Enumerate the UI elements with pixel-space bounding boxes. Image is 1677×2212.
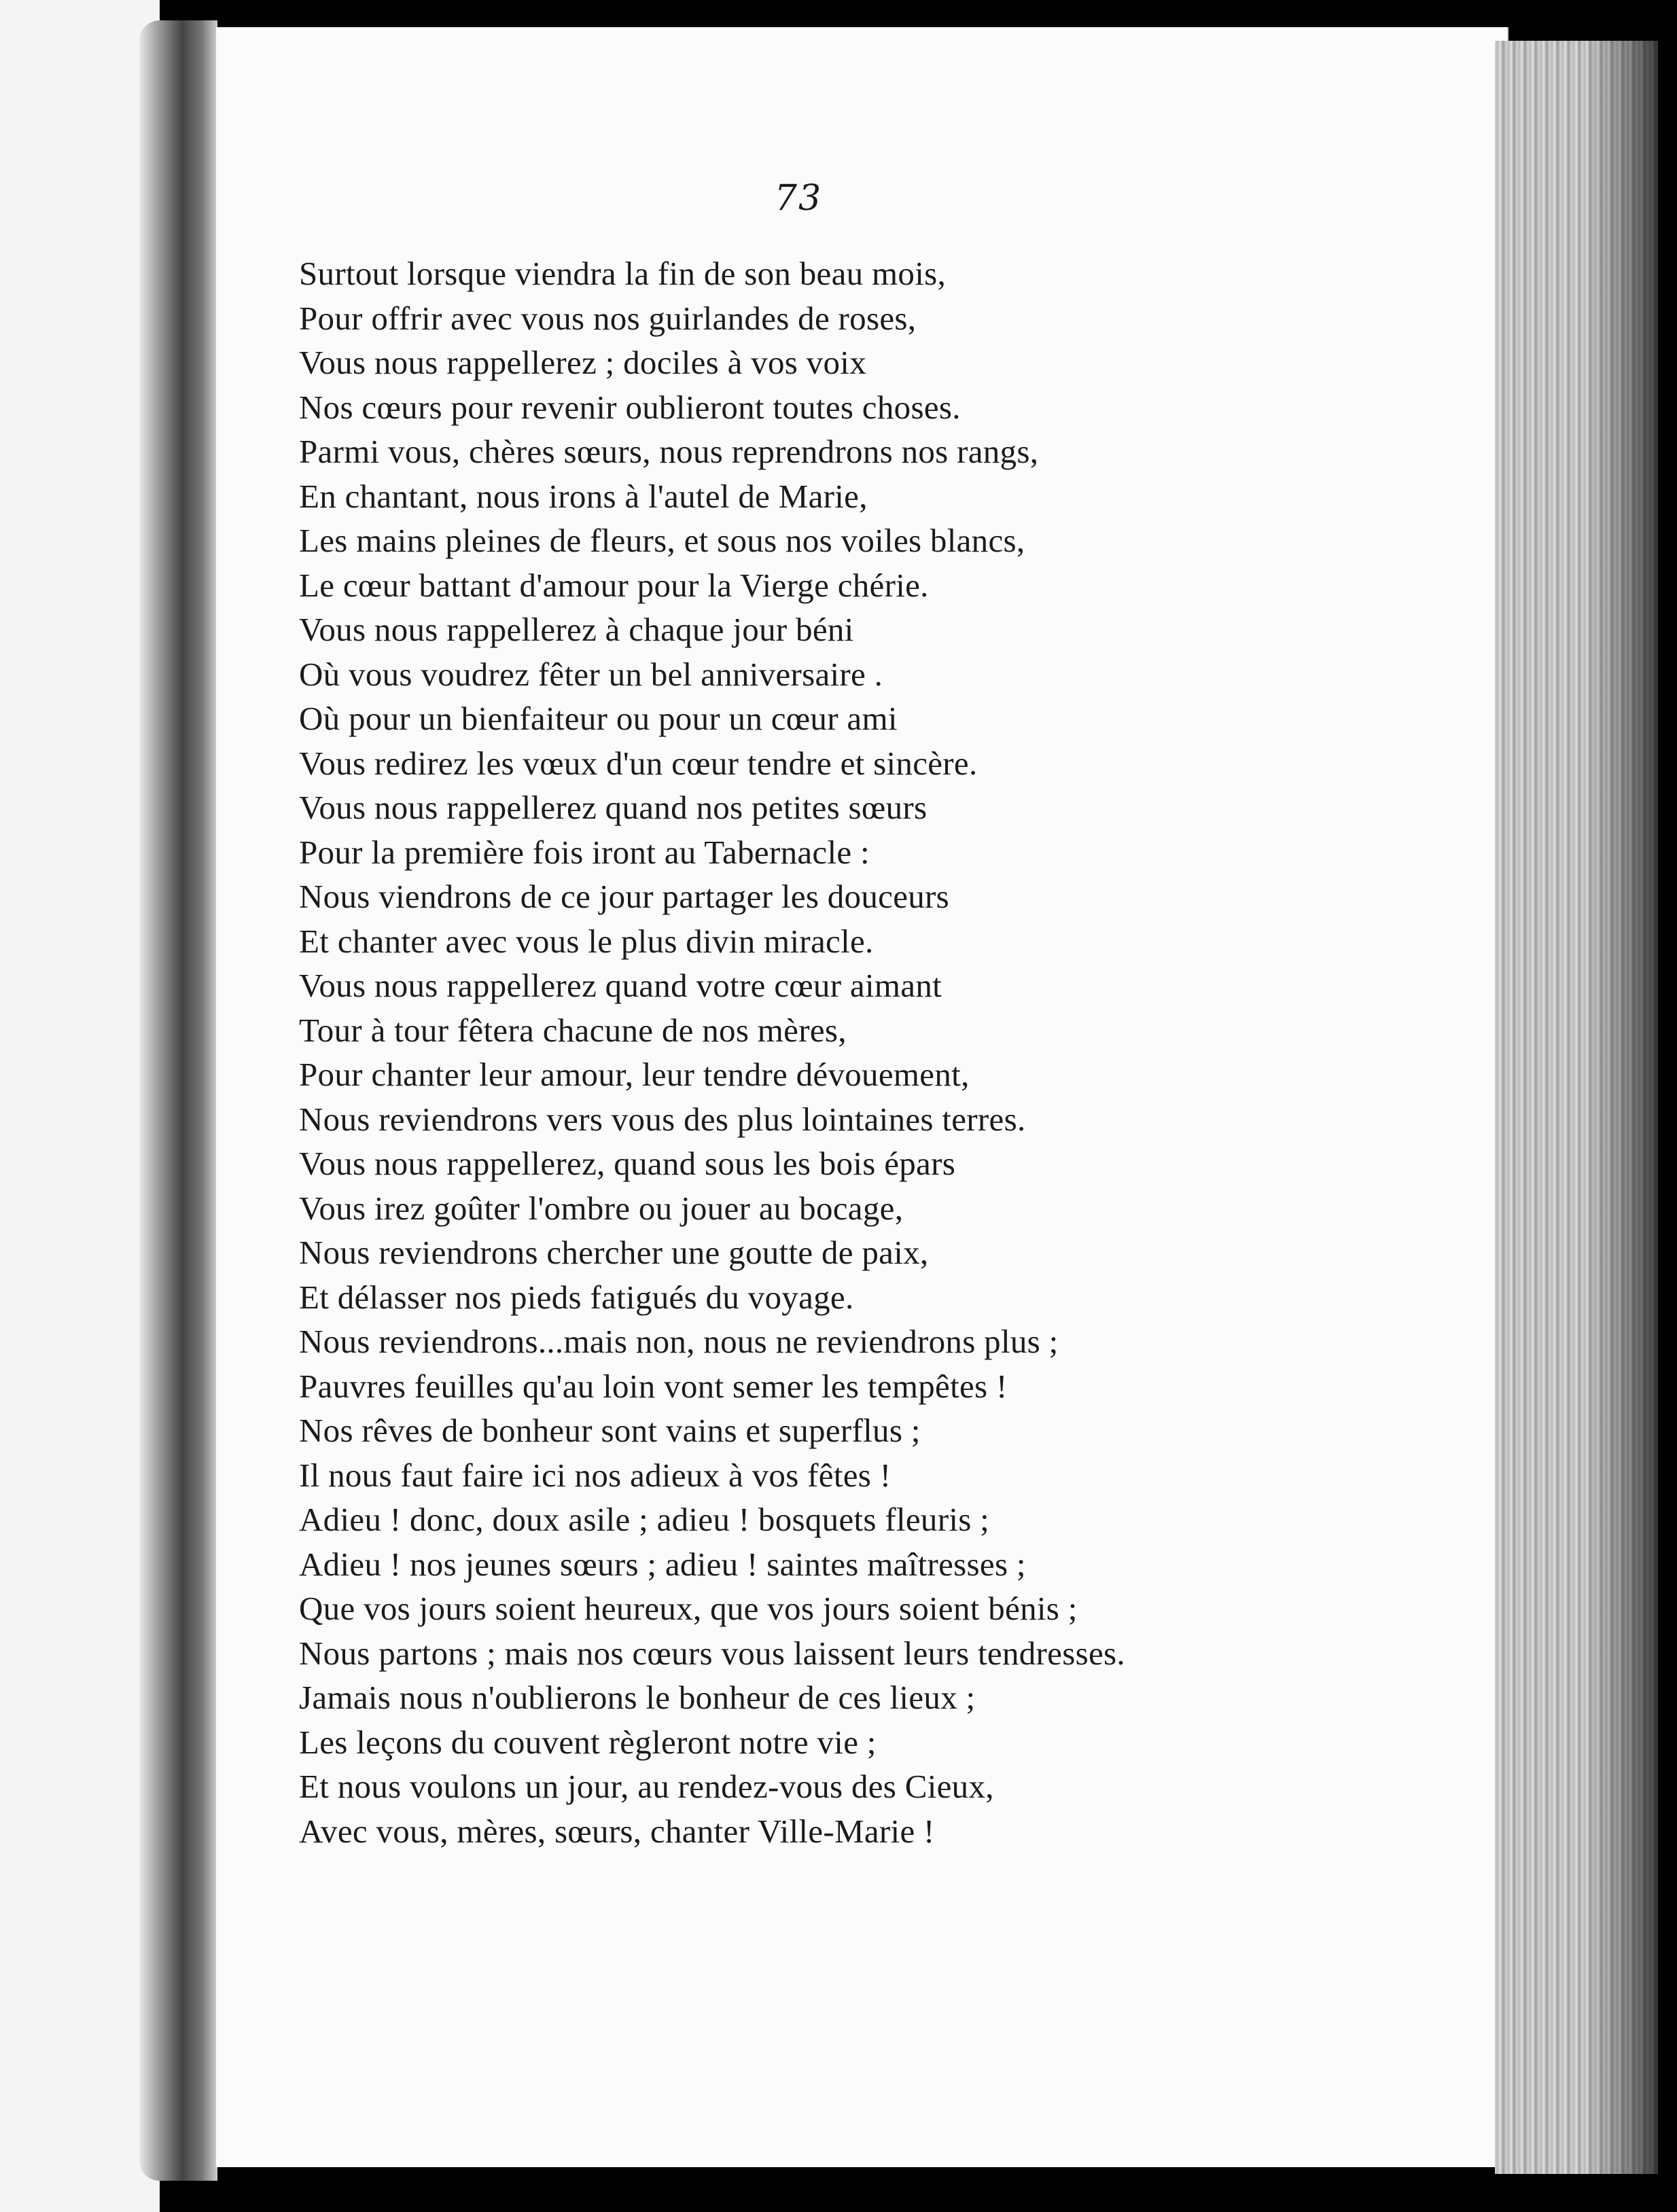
poem-line: Vous nous rappellerez ; dociles à vos voix xyxy=(299,344,867,381)
poem-line: Tour à tour fêtera chacune de nos mères, xyxy=(299,1011,847,1049)
poem-line: Vous nous rappellerez quand nos petites sœurs xyxy=(299,789,928,826)
poem-line: Où pour un bienfaiteur ou pour un cœur ami xyxy=(299,700,898,737)
poem-line: Où vous voudrez fêter un bel anniversaire . xyxy=(299,655,883,693)
poem-line: Nous partons ; mais nos cœurs vous laissent leurs tendresses. xyxy=(299,1634,1125,1672)
poem-line: Les leçons du couvent règleront notre vie ; xyxy=(299,1723,877,1761)
poem-line: Le cœur battant d'amour pour la Vierge chérie. xyxy=(299,566,929,604)
facing-page-edge xyxy=(0,0,160,2212)
poem-line: Nos cœurs pour revenir oublieront toutes choses. xyxy=(299,388,961,426)
poem-line: Surtout lorsque viendra la fin de son beau mois, xyxy=(299,255,947,292)
poem-line: Et délasser nos pieds fatigués du voyage. xyxy=(299,1278,854,1316)
poem-line: Et nous voulons un jour, au rendez-vous des Cieux, xyxy=(299,1768,994,1805)
poem-text xyxy=(299,251,1125,1853)
poem-line: Adieu ! nos jeunes sœurs ; adieu ! saintes maîtresses ; xyxy=(299,1545,1026,1583)
poem-line: Les mains pleines de fleurs, et sous nos voiles blancs, xyxy=(299,522,1025,559)
poem-line: Pour offrir avec vous nos guirlandes de roses, xyxy=(299,299,917,337)
poem-line: Nous viendrons de ce jour partager les douceurs xyxy=(299,878,950,915)
poem-line: Pauvres feuilles qu'au loin vont semer les tempêtes ! xyxy=(299,1367,1008,1405)
poem-line: Pour chanter leur amour, leur tendre dévouement, xyxy=(299,1056,970,1093)
poem-line: En chantant, nous irons à l'autel de Marie, xyxy=(299,477,868,515)
poem-line: Adieu ! donc, doux asile ; adieu ! bosquets fleuris ; xyxy=(299,1501,990,1538)
book-gutter xyxy=(139,20,217,2181)
poem-line: Vous nous rappellerez à chaque jour béni xyxy=(299,611,854,648)
poem-line: Nous reviendrons vers vous des plus lointaines terres. xyxy=(299,1100,1026,1138)
poem-line: Parmi vous, chères sœurs, nous reprendrons nos rangs, xyxy=(299,433,1039,470)
poem-line: Vous redirez les vœux d'un cœur tendre et sincère. xyxy=(299,744,978,782)
poem-line: Vous nous rappellerez quand votre cœur aimant xyxy=(299,967,942,1004)
poem-line: Et chanter avec vous le plus divin miracle. xyxy=(299,922,874,960)
poem-line: Vous nous rappellerez, quand sous les bois épars xyxy=(299,1145,956,1182)
poem-line: Il nous faut faire ici nos adieux à vos fêtes ! xyxy=(299,1456,892,1494)
poem-line: Vous irez goûter l'ombre ou jouer au bocage, xyxy=(299,1189,904,1227)
page-stack-shadow xyxy=(1583,41,1658,2174)
poem-line: Jamais nous n'oublierons le bonheur de ces lieux ; xyxy=(299,1679,976,1716)
poem-line: Nos rêves de bonheur sont vains et superflus ; xyxy=(299,1412,921,1449)
page-number: 73 xyxy=(774,178,823,219)
poem-line: Avec vous, mères, sœurs, chanter Ville-Marie ! xyxy=(299,1812,935,1850)
poem-line: Nous reviendrons chercher une goutte de paix, xyxy=(299,1234,929,1271)
poem-line: Que vos jours soient heureux, que vos jours soient bénis ; xyxy=(299,1590,1078,1627)
poem-line: Pour la première fois iront au Tabernacle : xyxy=(299,833,870,871)
poem-line: Nous reviendrons...mais non, nous ne reviendrons plus ; xyxy=(299,1323,1059,1360)
